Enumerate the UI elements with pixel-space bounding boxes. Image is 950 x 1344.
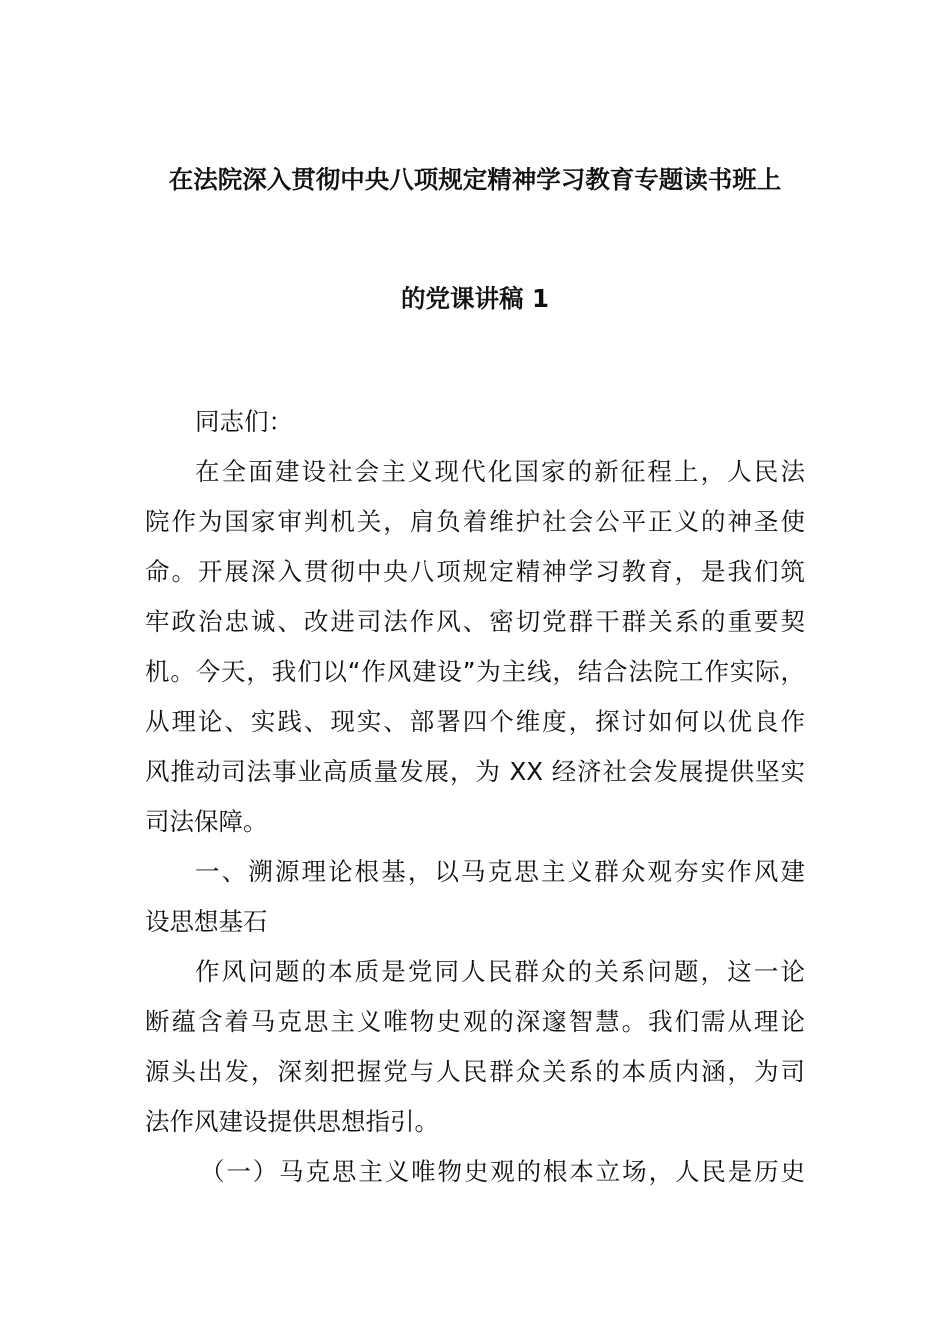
intro-line: 从理论、实践、现实、部署四个维度，探讨如何以优良作 xyxy=(145,707,805,736)
intro-line: 院作为国家审判机关，肩负着维护社会公平正义的神圣使 xyxy=(145,507,805,536)
intro-line: 在全面建设社会主义现代化国家的新征程上，人民法 xyxy=(195,457,805,486)
document-title-line-1: 在法院深入贯彻中央八项规定精神学习教育专题读书班上 xyxy=(168,165,782,194)
salutation: 同志们： xyxy=(195,407,293,436)
paragraph-line: 法作风建设提供思想指引。 xyxy=(145,1107,439,1136)
intro-line: 司法保障。 xyxy=(145,807,268,836)
paragraph-line: 作风问题的本质是党同人民群众的关系问题，这一论 xyxy=(195,957,805,986)
document-title-line-2: 的党课讲稿 1 xyxy=(400,284,550,313)
section-heading-line: 一、溯源理论根基，以马克思主义群众观夯实作风建 xyxy=(195,857,805,886)
section-heading-line: 设思想基石 xyxy=(145,907,268,936)
intro-line: 牢政治忠诚、改进司法作风、密切党群干群关系的重要契 xyxy=(145,607,805,636)
intro-line: 风推动司法事业高质量发展，为 XX 经济社会发展提供坚实 xyxy=(145,757,805,786)
paragraph-line: 源头出发，深刻把握党与人民群众关系的本质内涵，为司 xyxy=(145,1057,805,1086)
subsection-heading: （一）马克思主义唯物史观的根本立场，人民是历史 xyxy=(200,1157,805,1186)
intro-line: 机。今天，我们以“作风建设”为主线，结合法院工作实际， xyxy=(145,657,805,686)
paragraph-line: 断蕴含着马克思主义唯物史观的深邃智慧。我们需从理论 xyxy=(145,1007,805,1036)
intro-line: 命。开展深入贯彻中央八项规定精神学习教育，是我们筑 xyxy=(145,557,805,586)
